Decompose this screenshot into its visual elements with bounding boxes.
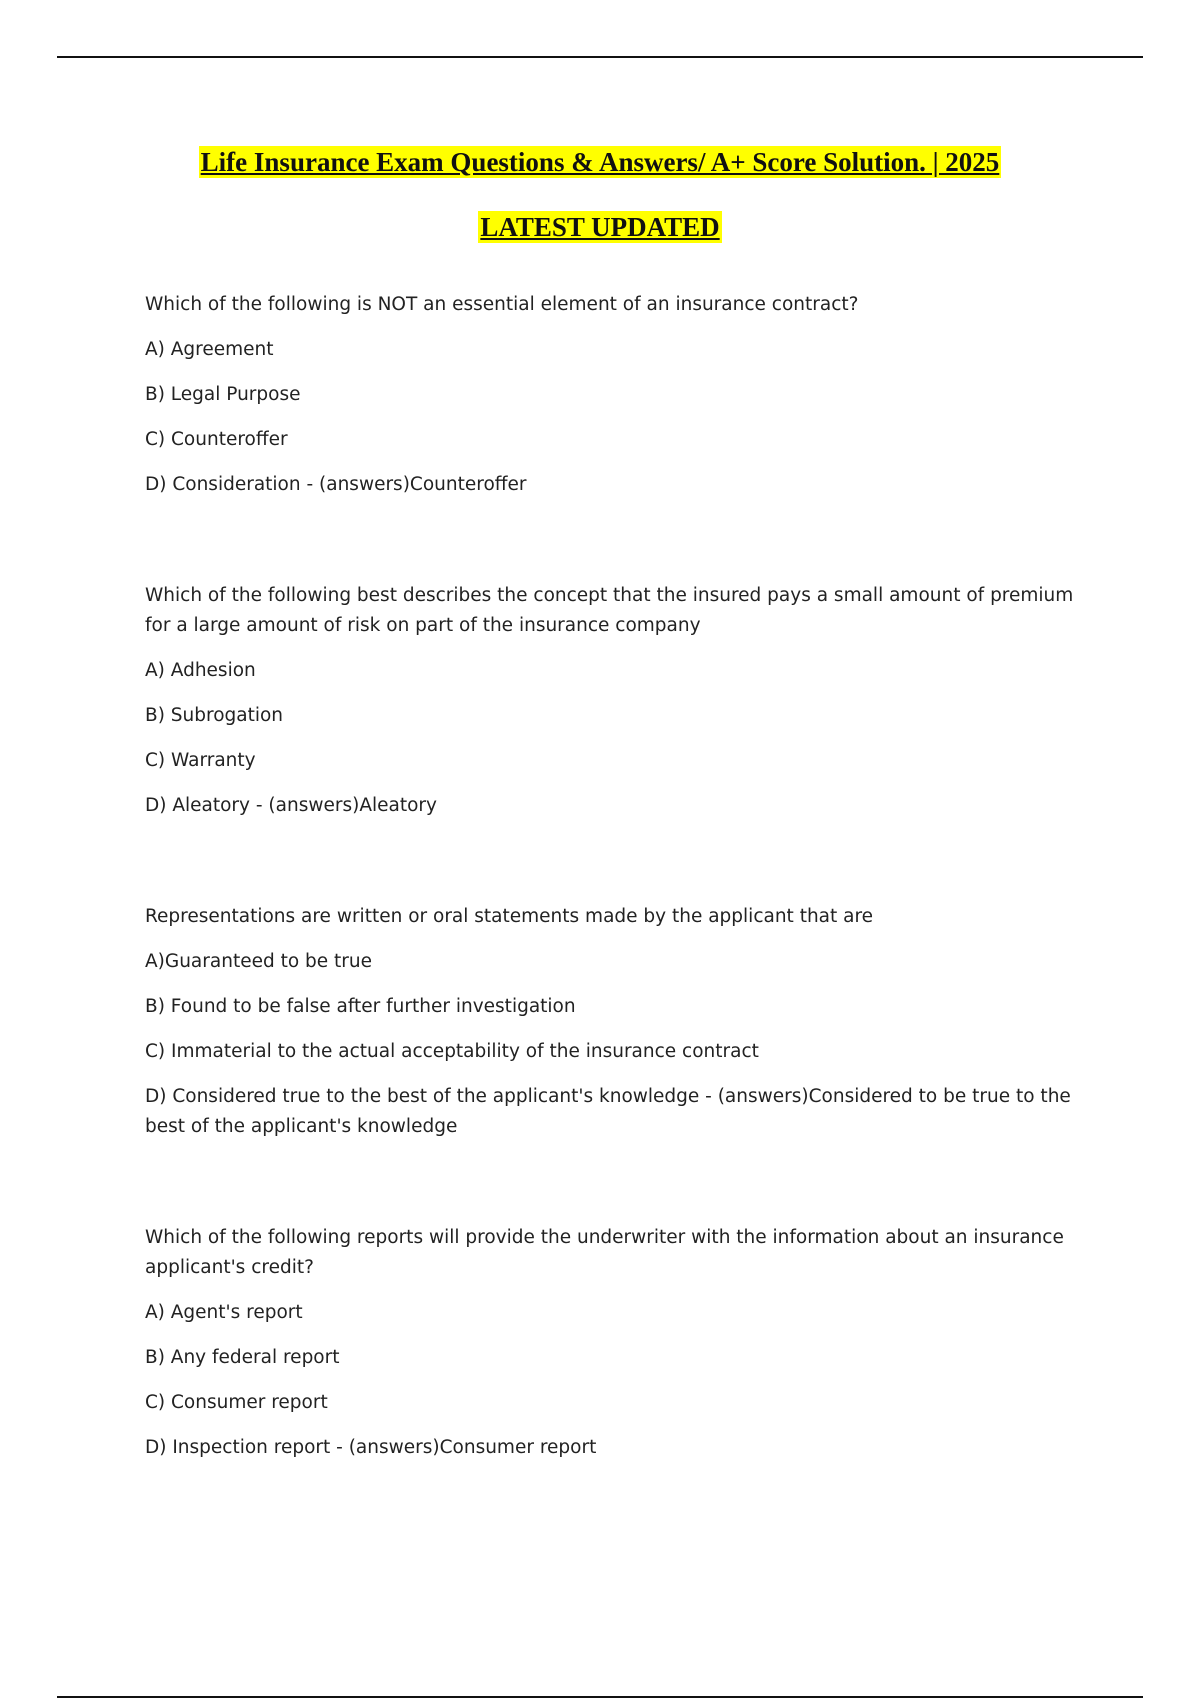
option-c: C) Warranty [145,750,256,771]
question-block [145,902,1090,1142]
question-text: Representations are written or oral statements made by the applicant that are [145,906,874,927]
question-block [145,1223,1090,1463]
question-text: Which of the following reports will provide the underwriter with the information about an insurance applicant's credit? [145,1227,1064,1278]
question-text: Which of the following is NOT an essential element of an insurance contract? [145,294,859,315]
option-a: A) Agent's report [145,1302,303,1323]
option-b: B) Subrogation [145,705,284,726]
question-block [145,290,1090,500]
option-d-answer: D) Considered true to the best of the applicant's knowledge - (answers)Considered to be true to the best of the applicant's knowledge [145,1086,1071,1137]
option-b: B) Found to be false after further investigation [145,996,576,1017]
option-d-answer: D) Inspection report - (answers)Consumer report [145,1437,597,1458]
option-d-answer: D) Aleatory - (answers)Aleatory [145,795,437,816]
subtitle-block [0,211,1200,243]
option-c: C) Counteroffer [145,429,288,450]
option-b: B) Any federal report [145,1347,340,1368]
option-b: B) Legal Purpose [145,384,301,405]
footer-rule [57,1696,1143,1698]
option-a: A) Adhesion [145,660,256,681]
document-subtitle: LATEST UPDATED [480,212,720,242]
header-rule [57,56,1143,58]
questions-list [145,290,1090,1544]
option-c: C) Consumer report [145,1392,328,1413]
option-a: A)Guaranteed to be true [145,951,373,972]
question-text: Which of the following best describes the concept that the insured pays a small amount of premium for a large amount of risk on part of the insurance company [145,585,1074,636]
option-a: A) Agreement [145,339,274,360]
document-title: Life Insurance Exam Questions & Answers/ A+ Score Solution. | 2025 [200,147,1000,177]
title-block [0,146,1200,178]
option-d-answer: D) Consideration - (answers)Counteroffer [145,474,527,495]
option-c: C) Immaterial to the actual acceptability of the insurance contract [145,1041,759,1062]
question-block [145,581,1090,821]
